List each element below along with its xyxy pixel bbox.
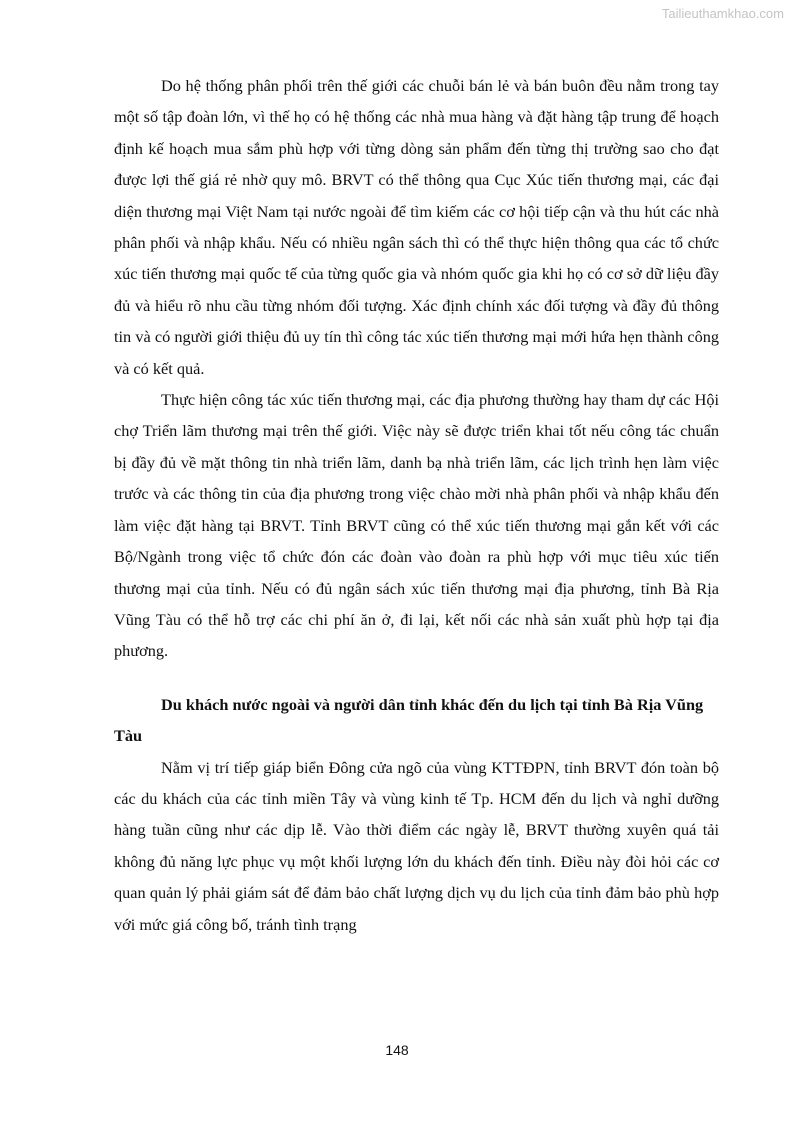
section-heading: Du khách nước ngoài và người dân tỉnh khác đến du lịch tại tỉnh Bà Rịa Vũng Tàu bbox=[114, 694, 704, 746]
watermark: Tailieuthamkhao.com bbox=[661, 6, 784, 21]
document-body bbox=[114, 70, 719, 940]
paragraph-distribution: Do hệ thống phân phối trên thế giới các chuỗi bán lẻ và bán buôn đều nằm trong tay một số tập đoàn lớn, vì thế họ có hệ thống các nhà mua hàng và đặt hàng tập trung để hoạch định kế hoạch mua sắm phù hợp với từng dòng sản phẩm đến từng thị trường sao cho đạt được lợi thế giá rẻ nhờ quy mô. BRVT có thể thông qua Cục Xúc tiến thương mại, các đại diện thương mại Việt Nam tại nước ngoài để tìm kiếm các cơ hội tiếp cận và thu hút các nhà phân phối và nhập khẩu. Nếu có nhiều ngân sách thì có thể thực hiện thông qua các tổ chức xúc tiến thương mại quốc tế của từng quốc gia và nhóm quốc gia khi họ có cơ sở dữ liệu đầy đủ và hiểu rõ nhu cầu từng nhóm đối tượng. Xác định chính xác đối tượng và đầy đủ thông tin và có người giới thiệu đủ uy tín thì công tác xúc tiến thương mại mới hứa hẹn thành công và có kết quả. bbox=[114, 76, 719, 378]
paragraph-tourism: Nằm vị trí tiếp giáp biển Đông cửa ngõ của vùng KTTĐPN, tỉnh BRVT đón toàn bộ các du khách của các tỉnh miền Tây và vùng kinh tế Tp. HCM đến du lịch và nghỉ dưỡng hàng tuần cũng như các dịp lễ. Vào thời điểm các ngày lễ, BRVT thường xuyên quá tải không đủ năng lực phục vụ một khối lượng lớn du khách đến tỉnh. Điều này đòi hỏi các cơ quan quản lý phải giám sát để đảm bảo chất lượng dịch vụ du lịch của tỉnh đảm bảo phù hợp với mức giá công bố, tránh tình trạng bbox=[114, 757, 719, 934]
paragraph-trade-fairs: Thực hiện công tác xúc tiến thương mại, các địa phương thường hay tham dự các Hội chợ Triển lãm thương mại trên thế giới. Việc này sẽ được triển khai tốt nếu công tác chuẩn bị đầy đủ về mặt thông tin nhà triển lãm, danh bạ nhà triển lãm, các lịch trình hẹn làm việc trước và các thông tin của địa phương trong việc chào mời nhà phân phối và nhập khẩu đến làm việc đặt hàng tại BRVT. Tỉnh BRVT cũng có thể xúc tiến thương mại gắn kết với các Bộ/Ngành trong việc tổ chức đón các đoàn vào đoàn ra phù hợp với mục tiêu xúc tiến thương mại của tỉnh. Nếu có đủ ngân sách xúc tiến thương mại địa phương, tỉnh Bà Rịa Vũng Tàu có thể hỗ trợ các chi phí ăn ở, đi lại, kết nối các nhà sản xuất phù hợp tại địa phương. bbox=[114, 390, 719, 661]
page-number: 148 bbox=[385, 1042, 409, 1058]
